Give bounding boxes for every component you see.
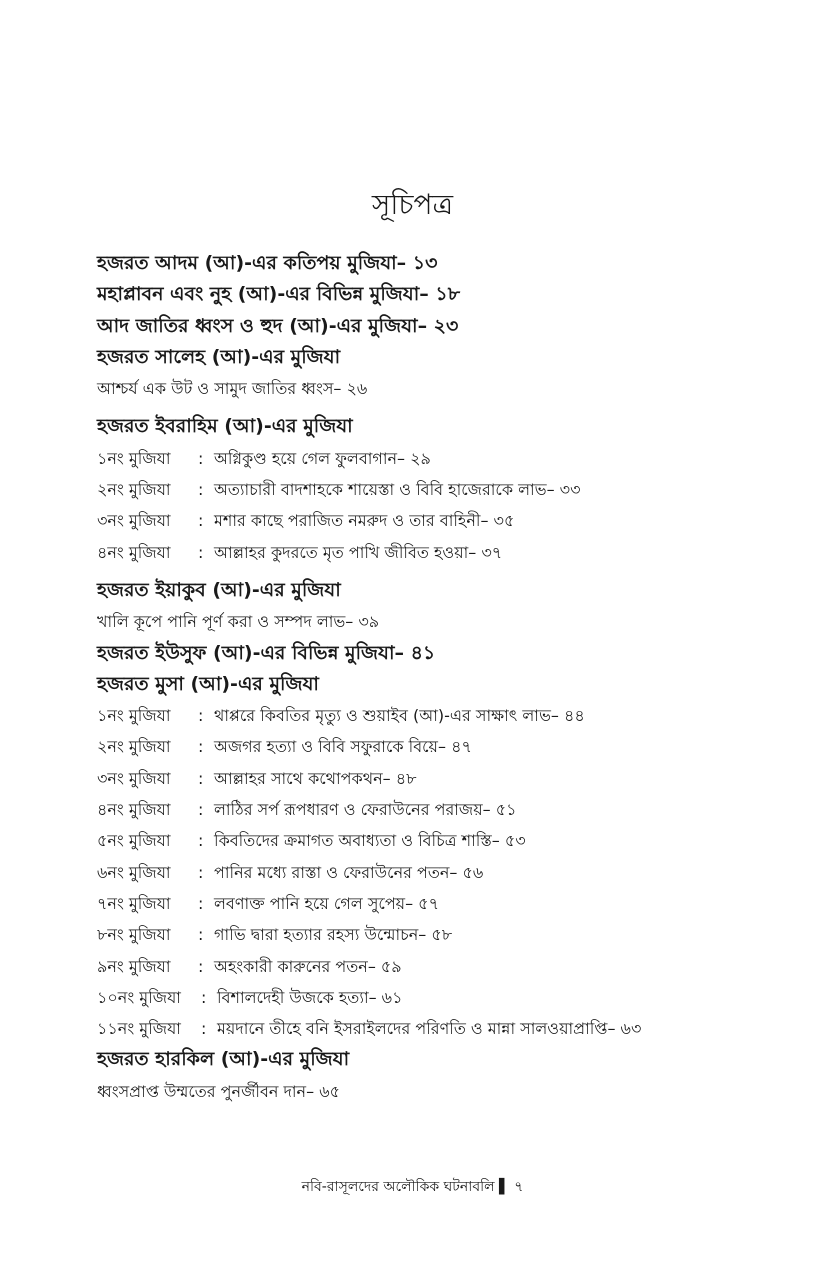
page-footer: নবি-রাসূলদের অলৌকিক ঘটনাবলি ▌ ৭ — [301, 1179, 524, 1195]
toc-item-colon: : — [198, 511, 204, 531]
toc-item-number: ১নং মুজিযা — [97, 448, 171, 468]
toc-item-number: ৮নং মুজিযা — [97, 925, 171, 945]
toc-subitem — [97, 1013, 797, 1044]
toc-item-number: ৭নং মুজিযা — [97, 893, 171, 913]
toc-item-colon: : — [201, 1019, 207, 1039]
toc-item-colon: : — [198, 542, 204, 562]
toc-item-number: ৫নং মুজিযা — [97, 831, 171, 851]
toc-item-number: ২নং মুজিযা — [97, 737, 171, 757]
toc-item-text: কিবতিদের ক্রমাগত অবাধ্যতা ও বিচিত্র শাস্তি– ৫৩ — [214, 831, 526, 851]
table-of-contents — [97, 248, 797, 1107]
toc-subitem — [97, 505, 797, 536]
toc-item-number: ১নং মুজিযা — [97, 706, 171, 726]
toc-item-number: ৪নং মুজিযা — [97, 800, 171, 820]
toc-item-number: ১০নং মুজিযা — [97, 987, 181, 1007]
toc-heading: হজরত সালেহ (আ)-এর মুজিযা — [97, 345, 341, 368]
toc-subitem — [97, 763, 797, 794]
toc-entry: আশ্চর্য এক উট ও সামুদ জাতির ধ্বংস– ২৬ — [97, 379, 368, 399]
toc-item-colon: : — [198, 831, 204, 851]
toc-item-text: আল্লাহর সাথে কথোপকথন– ৪৮ — [214, 768, 417, 788]
toc-subitem — [97, 474, 797, 505]
toc-item-colon: : — [198, 448, 204, 468]
toc-item-text: পানির মধ্যে রাস্তা ও ফেরাউনের পতন– ৫৬ — [214, 862, 484, 882]
toc-item-colon: : — [198, 768, 204, 788]
toc-item-text: থাপ্পরে কিবতির মৃত্যু ও শুয়াইব (আ)-এর সাক্ষাৎ লাভ– ৪৪ — [214, 706, 585, 726]
toc-item-text: লবণাক্ত পানি হয়ে গেল সুপেয়– ৫৭ — [214, 893, 439, 913]
toc-subitem — [97, 443, 797, 474]
toc-subitem — [97, 982, 797, 1013]
toc-entry: ধ্বংসপ্রাপ্ত উম্মতের পুনর্জীবন দান– ৬৫ — [97, 1081, 340, 1101]
toc-item-text: অগ্নিকুণ্ড হয়ে গেল ফুলবাগান– ২৯ — [214, 448, 431, 468]
toc-heading: হজরত ইউসুফ (আ)-এর বিভিন্ন মুজিযা– ৪১ — [97, 641, 436, 664]
toc-item-text: অহংকারী কারুনের পতন– ৫৯ — [214, 956, 402, 976]
toc-item-text: বিশালদেহী উজকে হত্যা– ৬১ — [217, 987, 403, 1007]
toc-item-text: অজগর হত্যা ও বিবি সফুরাকে বিয়ে– ৪৭ — [214, 737, 472, 757]
toc-item-number: ৩নং মুজিযা — [97, 511, 171, 531]
toc-heading: হজরত ইয়াকুব (আ)-এর মুজিযা — [97, 578, 341, 601]
toc-item-colon: : — [198, 956, 204, 976]
toc-item-colon: : — [198, 800, 204, 820]
toc-item-colon: : — [201, 987, 207, 1007]
toc-item-number: ৩নং মুজিযা — [97, 768, 171, 788]
toc-heading: হজরত আদম (আ)-এর কতিপয় মুজিযা– ১৩ — [97, 252, 438, 274]
toc-subitem — [97, 794, 797, 825]
toc-heading: হজরত হারকিল (আ)-এর মুজিযা — [97, 1048, 350, 1071]
page-title: সূচিপত্র — [371, 188, 454, 221]
toc-heading: মহাপ্লাবন এবং নুহ (আ)-এর বিভিন্ন মুজিযা– ১৮ — [97, 283, 461, 306]
toc-subitem — [97, 951, 797, 982]
toc-item-number: ১১নং মুজিযা — [97, 1019, 181, 1039]
toc-heading: আদ জাতির ধ্বংস ও হুদ (আ)-এর মুজিযা– ২৩ — [97, 314, 459, 337]
toc-item-colon: : — [198, 893, 204, 913]
toc-subitem — [97, 857, 797, 888]
toc-subitem — [97, 700, 797, 731]
toc-item-text: অত্যাচারী বাদশাহকে শায়েস্তা ও বিবি হাজেরাকে লাভ– ৩৩ — [214, 480, 581, 500]
toc-item-number: ৪নং মুজিযা — [97, 542, 171, 562]
toc-subitem — [97, 919, 797, 950]
toc-item-number: ২নং মুজিযা — [97, 480, 171, 500]
toc-entry: খালি কূপে পানি পূর্ণ করা ও সম্পদ লাভ– ৩৯ — [97, 612, 380, 632]
toc-item-number: ৯নং মুজিযা — [97, 956, 171, 976]
toc-item-colon: : — [198, 862, 204, 882]
toc-item-text: গাভি দ্বারা হত্যার রহস্য উন্মোচন– ৫৮ — [214, 925, 453, 945]
toc-item-colon: : — [198, 737, 204, 757]
toc-item-text: আল্লাহর কুদরতে মৃত পাখি জীবিত হওয়া– ৩৭ — [214, 542, 503, 562]
toc-heading: হজরত মুসা (আ)-এর মুজিযা — [97, 672, 319, 695]
toc-item-text: ময়দানে তীহে বনি ইসরাইলদের পরিণতি ও মান্না সালওয়াপ্রাপ্তি– ৬৩ — [217, 1019, 642, 1039]
toc-item-colon: : — [198, 925, 204, 945]
toc-subitem — [97, 825, 797, 856]
toc-subitem — [97, 537, 797, 568]
toc-item-text: লাঠির সর্প রূপধারণ ও ফেরাউনের পরাজয়– ৫১ — [214, 800, 517, 820]
toc-subitem — [97, 731, 797, 762]
toc-item-colon: : — [198, 480, 204, 500]
toc-item-colon: : — [198, 706, 204, 726]
toc-item-number: ৬নং মুজিযা — [97, 862, 171, 882]
toc-subitem — [97, 888, 797, 919]
toc-item-text: মশার কাছে পরাজিত নমরুদ ও তার বাহিনী– ৩৫ — [214, 511, 515, 531]
toc-heading: হজরত ইবরাহিম (আ)-এর মুজিযা — [97, 415, 353, 438]
